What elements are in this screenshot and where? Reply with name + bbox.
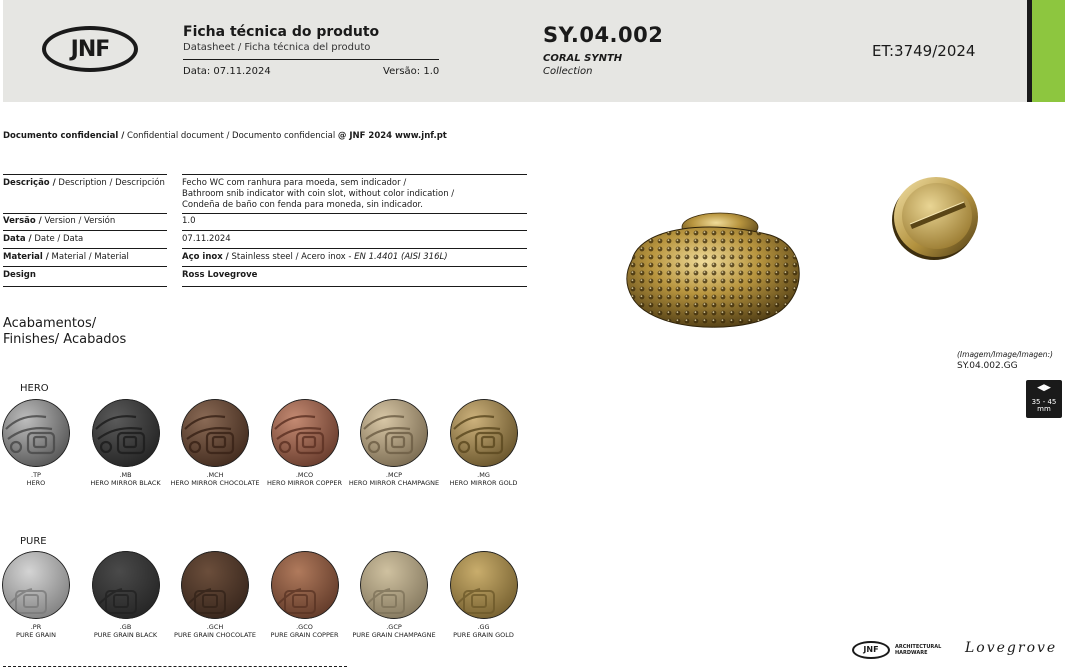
finish-code: .MB — [119, 471, 132, 479]
finish-swatch — [2, 399, 70, 467]
spec-rule — [3, 174, 167, 175]
finish-name: HERO MIRROR GOLD — [449, 479, 518, 487]
finish-name: HERO MIRROR CHAMPAGNE — [348, 479, 440, 487]
version-value: 1.0 — [182, 216, 196, 226]
copyright-link[interactable]: @ JNF 2024 www.jnf.pt — [337, 131, 447, 141]
confidential-notice — [3, 131, 447, 141]
description-label: Descrição / Description / Descripción — [3, 178, 165, 188]
spec-rule — [3, 230, 167, 231]
spec-rule — [3, 286, 167, 287]
date-label: Data / Date / Data — [3, 234, 84, 244]
finish-code: .GCH — [206, 623, 224, 631]
door-thickness-badge — [1026, 380, 1062, 418]
finish-label — [429, 471, 539, 487]
finish-code: .MCO — [295, 471, 314, 479]
finish-swatch — [271, 551, 339, 619]
finish-swatch — [181, 551, 249, 619]
finish-code: .MG — [477, 471, 490, 479]
description-line-3: Condeña de baño con fenda para moneda, sin indicador. — [182, 200, 423, 210]
spec-rule — [3, 213, 167, 214]
finish-code: .GCP — [386, 623, 402, 631]
collection-label: Collection — [543, 66, 593, 77]
finish-swatch-image — [92, 399, 160, 467]
finish-swatch — [450, 551, 518, 619]
door-thickness-range: 35 - 45 — [1031, 398, 1057, 406]
header-accent-green — [1032, 0, 1065, 102]
date-value: 07.11.2024 — [182, 234, 231, 244]
header — [3, 0, 1065, 102]
finish-swatch-image — [450, 399, 518, 467]
header-version: Versão: 1.0 — [383, 66, 440, 77]
spec-rule — [182, 286, 527, 287]
jnf-logo — [42, 26, 138, 72]
spec-rule — [182, 266, 527, 267]
confidential-bold: Documento confidencial / — [3, 131, 125, 141]
version-label: Versão / Version / Versión — [3, 216, 116, 226]
designer-signature: Lovegrove — [965, 640, 1058, 656]
finish-swatch-image — [360, 399, 428, 467]
finish-swatch — [92, 399, 160, 467]
finish-label — [429, 623, 539, 639]
finish-name: PURE GRAIN BLACK — [93, 631, 158, 639]
product-code: SY.04.002 — [543, 23, 664, 47]
finish-swatch-image — [92, 551, 160, 619]
finish-swatch-image — [2, 399, 70, 467]
finish-name: HERO MIRROR CHOCOLATE — [170, 479, 260, 487]
footer-arch-line-2: HARDWARE — [895, 650, 928, 656]
pure-group-title: PURE — [20, 536, 47, 547]
spec-rule — [3, 248, 167, 249]
finish-swatch-image — [2, 551, 70, 619]
product-back-image — [888, 172, 984, 264]
page-subtitle: Datasheet / Ficha técnica del produto — [183, 42, 371, 53]
finish-swatch-image — [271, 551, 339, 619]
footer-arch-line-1: ARCHITECTURAL — [895, 644, 942, 650]
image-code: SY.04.002.GG — [957, 361, 1018, 371]
footer-jnf-logo: JNF — [852, 641, 890, 659]
finishes-title — [3, 316, 126, 348]
product-front-image — [620, 205, 810, 335]
confidential-text: Confidential document / Documento confidencial — [124, 131, 338, 141]
spec-rule — [182, 230, 527, 231]
finish-swatch — [181, 399, 249, 467]
finish-swatch — [271, 399, 339, 467]
finish-swatch-image — [360, 551, 428, 619]
finish-swatch-image — [181, 551, 249, 619]
description-line-1: Fecho WC com ranhura para moeda, sem indicador / — [182, 178, 407, 188]
finish-code: .GB — [119, 623, 132, 631]
finish-name: HERO MIRROR COPPER — [266, 479, 343, 487]
door-thickness-text — [1026, 399, 1062, 413]
design-label: Design — [3, 270, 36, 280]
finish-name: HERO MIRROR BLACK — [90, 479, 161, 487]
door-thickness-unit: mm — [1037, 405, 1051, 413]
spec-rule — [182, 174, 527, 175]
finish-name: PURE GRAIN GOLD — [453, 631, 514, 639]
finish-code: .GG — [477, 623, 490, 631]
finish-swatch — [2, 551, 70, 619]
footer-architectural-hardware — [895, 644, 941, 656]
door-thickness-icon: ◀▶ — [1037, 383, 1051, 393]
finish-name: PURE GRAIN CHAMPAGNE — [352, 631, 436, 639]
finish-name: PURE GRAIN — [16, 631, 56, 639]
finish-name: PURE GRAIN COPPER — [270, 631, 339, 639]
logo-text: JNF — [70, 36, 110, 62]
finish-name: HERO — [26, 479, 46, 487]
finish-swatch-image — [271, 399, 339, 467]
finishes-title-line-2: Finishes/ Acabados — [3, 332, 127, 347]
image-caption: (Imagem/Image/Imagen:) — [957, 350, 1053, 359]
header-date: Data: 07.11.2024 — [183, 66, 271, 77]
finishes-title-line-1: Acabamentos/ — [3, 316, 97, 331]
et-reference: ET:3749/2024 — [872, 42, 976, 60]
spec-rule — [3, 266, 167, 267]
spec-rule — [182, 213, 527, 214]
finish-swatch-image — [450, 551, 518, 619]
finish-code: .PR — [30, 623, 42, 631]
finish-name: PURE GRAIN CHOCOLATE — [174, 631, 256, 639]
finish-code: .MCP — [385, 471, 403, 479]
footer-dashed-line — [3, 666, 347, 667]
hero-group-title: HERO — [20, 383, 49, 394]
finish-code: .TP — [31, 471, 41, 479]
finish-swatch — [92, 551, 160, 619]
material-value: Aço inox / Stainless steel / Acero inox - EN 1.4401 (AISI 316L) — [182, 252, 448, 262]
finish-swatch-image — [181, 399, 249, 467]
page-title: Ficha técnica do produto — [183, 24, 380, 40]
finish-code: .MCH — [206, 471, 224, 479]
description-line-2: Bathroom snib indicator with coin slot, without color indication / — [182, 189, 455, 199]
finish-swatch — [360, 399, 428, 467]
material-label: Material / Material / Material — [3, 252, 129, 262]
design-value: Ross Lovegrove — [182, 270, 258, 280]
header-divider — [183, 59, 439, 60]
collection-name: CORAL SYNTH — [543, 53, 623, 64]
finish-code: .GCO — [296, 623, 313, 631]
spec-rule — [182, 248, 527, 249]
finish-swatch — [360, 551, 428, 619]
finish-swatch — [450, 399, 518, 467]
description-value — [182, 178, 527, 211]
